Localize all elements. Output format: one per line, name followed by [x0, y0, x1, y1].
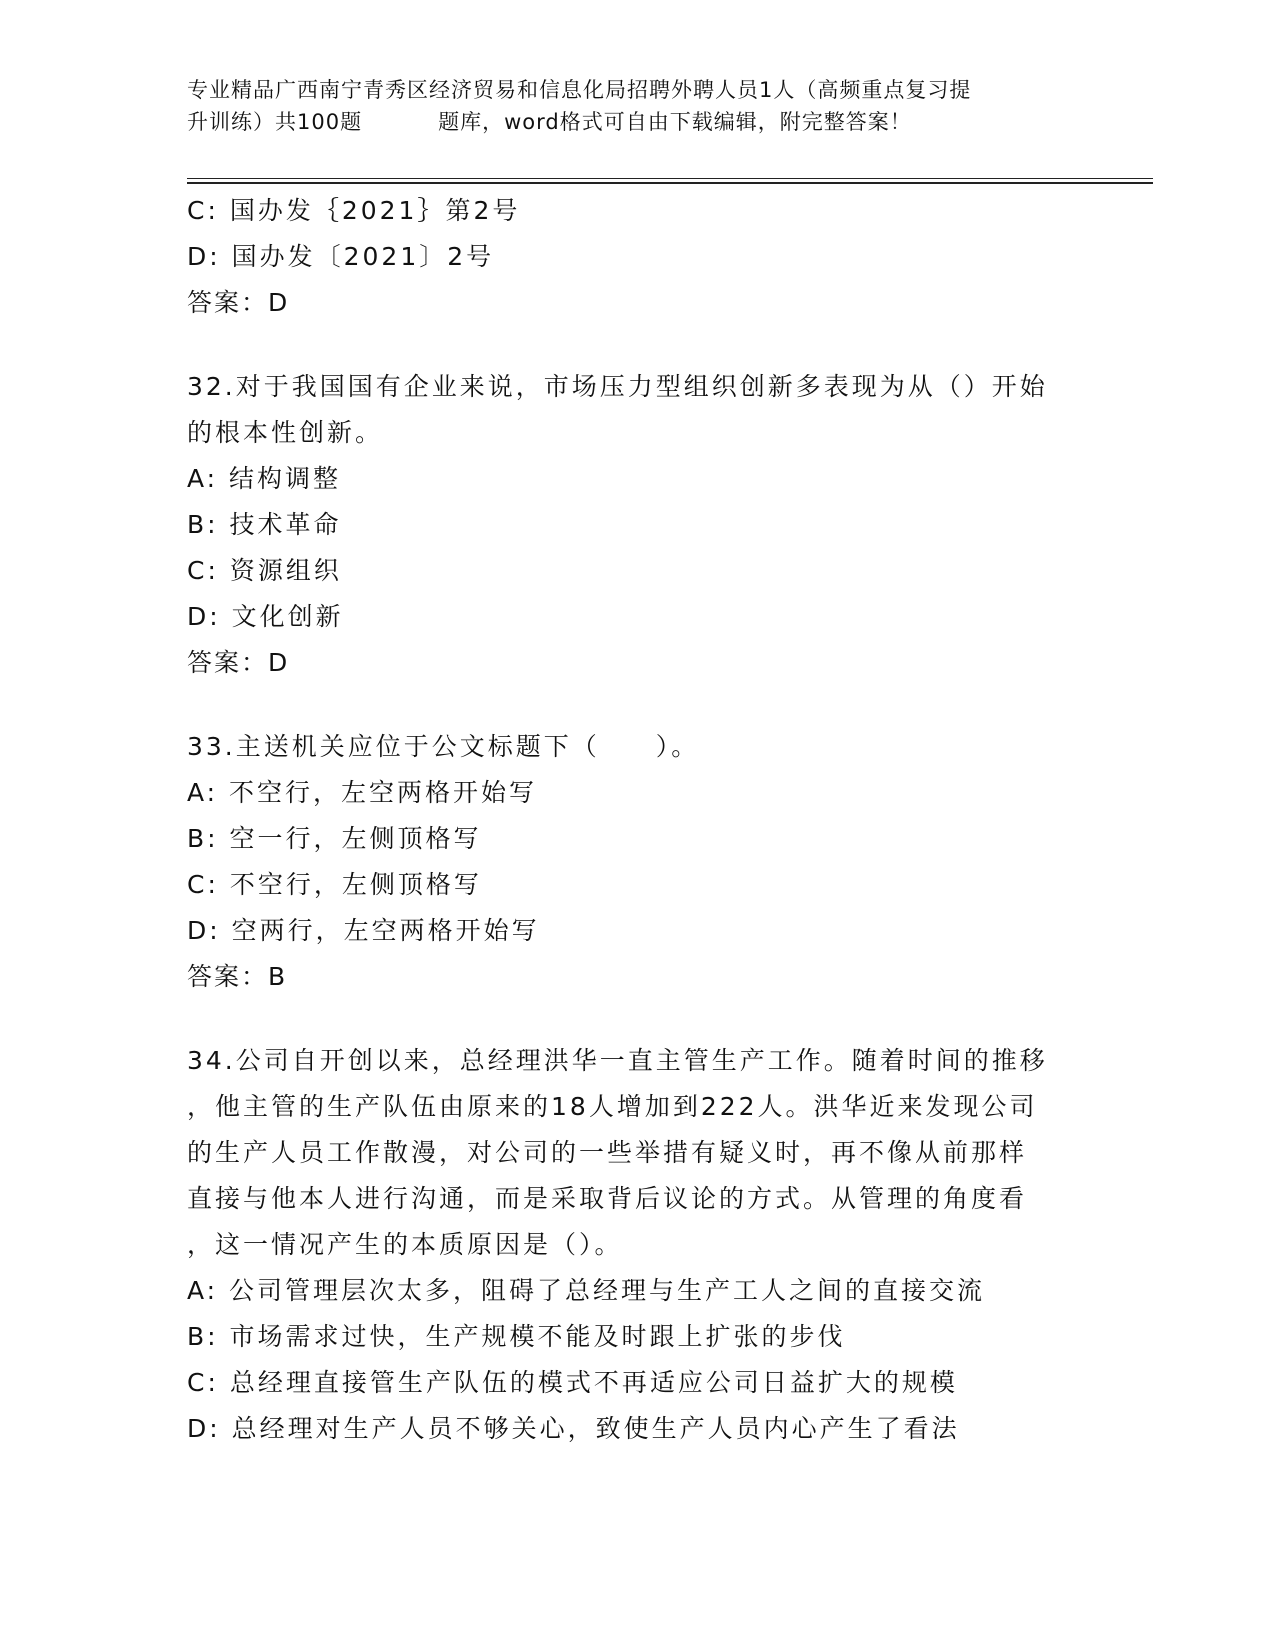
header-divider-thin — [187, 178, 1153, 179]
question-content — [187, 188, 1087, 1452]
option-d: D: 总经理对生产人员不够关心，致使生产人员内心产生了看法 — [187, 1414, 960, 1443]
header-divider-thick — [187, 182, 1153, 184]
question-text-line: 32.对于我国国有企业来说，市场压力型组织创新多表现为从（）开始 — [187, 372, 1048, 401]
question-text — [187, 1038, 1087, 1268]
option-c: C: 不空行，左侧顶格写 — [187, 870, 482, 899]
option-b: B: 市场需求过快，生产规模不能及时跟上扩张的步伐 — [187, 1322, 846, 1351]
question-text-line: 直接与他本人进行沟通，而是采取背后议论的方式。从管理的角度看 — [187, 1184, 1028, 1213]
answer-line: 答案：D — [187, 648, 290, 677]
answer-line: 答案：D — [187, 288, 290, 317]
question-text-line: 的生产人员工作散漫，对公司的一些举措有疑义时，再不像从前那样 — [187, 1138, 1028, 1167]
option-b: B: 技术革命 — [187, 510, 342, 539]
document-header — [187, 74, 1087, 138]
option-a: A: 不空行，左空两格开始写 — [187, 778, 538, 807]
header-line-2-part-a: 升训练）共100题 — [187, 110, 363, 134]
question-32 — [187, 364, 1087, 686]
option-c: C: 资源组织 — [187, 556, 342, 585]
question-33 — [187, 724, 1087, 1000]
question-text-line: 34.公司自开创以来，总经理洪华一直主管生产工作。随着时间的推移 — [187, 1046, 1048, 1075]
question-text-line: ，这一情况产生的本质原因是（）。 — [187, 1230, 623, 1259]
option-d: D: 空两行，左空两格开始写 — [187, 916, 540, 945]
question-text-line: ，他主管的生产队伍由原来的18人增加到222人。洪华近来发现公司 — [187, 1092, 1038, 1121]
option-d: D: 文化创新 — [187, 602, 344, 631]
previous-question-tail — [187, 188, 1087, 326]
option-b: B: 空一行，左侧顶格写 — [187, 824, 482, 853]
answer-line: 答案：B — [187, 962, 288, 991]
question-text-line: 33.主送机关应位于公文标题下（ ）。 — [187, 732, 700, 761]
question-34 — [187, 1038, 1087, 1452]
header-line-2-part-b: 题库，word格式可自由下载编辑，附完整答案！ — [438, 110, 912, 134]
option-a: A: 结构调整 — [187, 464, 342, 493]
header-line-1: 专业精品广西南宁青秀区经济贸易和信息化局招聘外聘人员1人（高频重点复习提 — [187, 78, 972, 102]
question-text — [187, 724, 1087, 770]
option-c: C: 总经理直接管生产队伍的模式不再适应公司日益扩大的规模 — [187, 1368, 958, 1397]
question-text — [187, 364, 1087, 456]
option-d: D: 国办发〔2021〕2号 — [187, 242, 495, 271]
option-c: C: 国办发｛2021｝第2号 — [187, 196, 521, 225]
question-text-line: 的根本性创新。 — [187, 418, 384, 447]
header-line-2 — [187, 106, 1087, 138]
option-a: A: 公司管理层次太多，阻碍了总经理与生产工人之间的直接交流 — [187, 1276, 986, 1305]
